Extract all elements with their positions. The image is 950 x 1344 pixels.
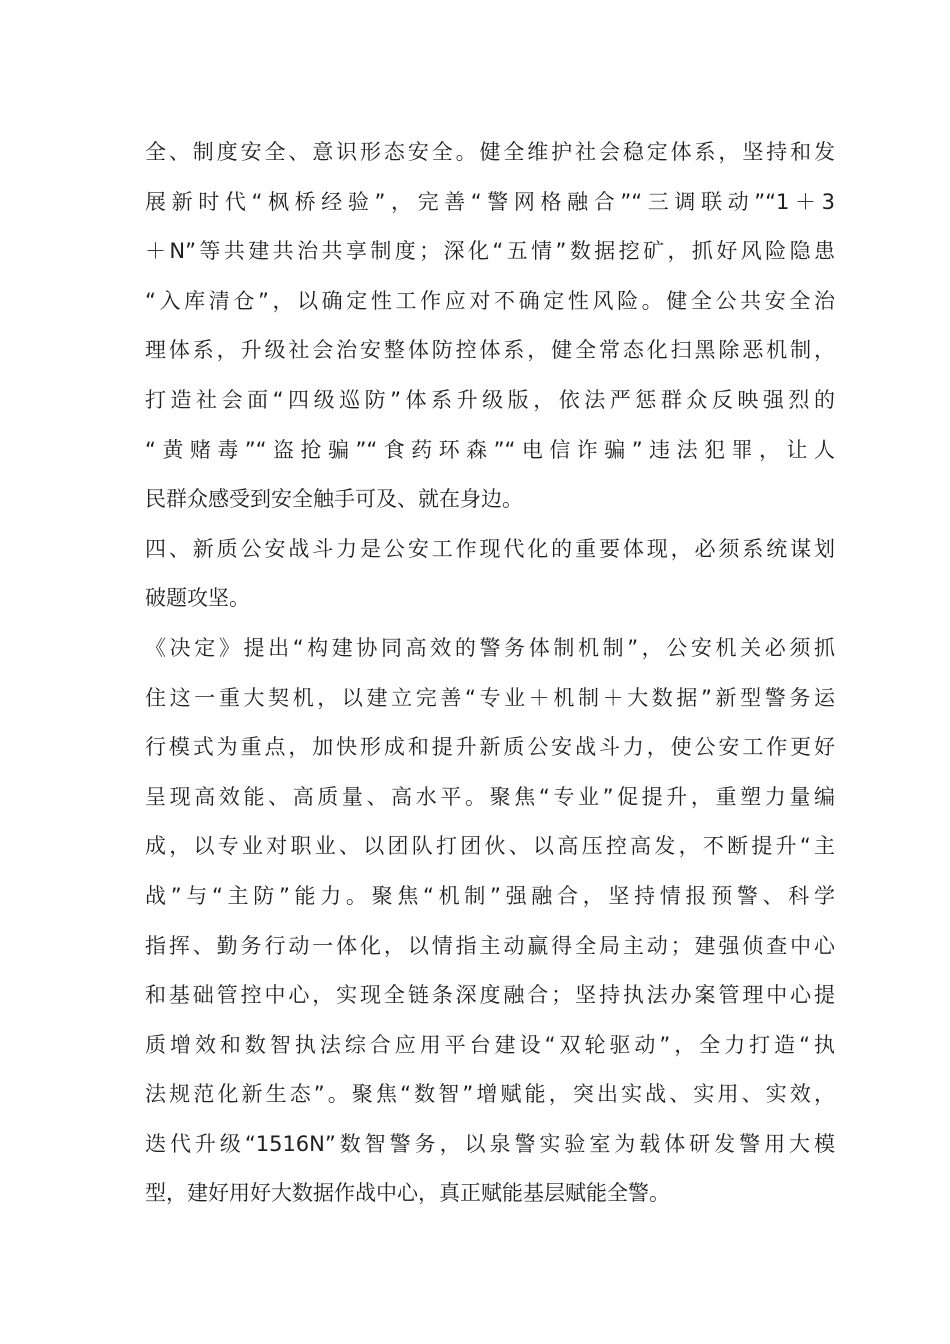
text-line: “入库清仓”，以确定性工作应对不确定性风险。健全公共安全治 [145,288,835,313]
text-line: 民群众感受到安全触手可及、就在身边。 [145,487,523,512]
text-line: ＋N”等共建共治共享制度；深化“五情”数据挖矿，抓好风险隐患 [145,239,835,264]
text-line: 住这一重大契机，以建立完善“专业＋机制＋大数据”新型警务运 [145,685,835,710]
text-line: 法规范化新生态”。聚焦“数智”增赋能，突出实战、实用、实效， [145,1082,835,1107]
text-line: 展新时代“枫桥经验”，完善“警网格融合”“三调联动”“1＋3 [145,189,835,214]
paragraph-police-mechanism [145,624,835,1219]
text-line: 型，建好用好大数据作战中心，真正赋能基层赋能全警。 [145,1181,670,1206]
heading-line: 四、新质公安战斗力是公安工作现代化的重要体现，必须系统谋划 [145,536,835,561]
text-line: 全、制度安全、意识形态安全。健全维护社会稳定体系，坚持和发 [145,140,835,164]
text-line: 迭代升级“1516N”数智警务，以泉警实验室为载体研发警用大模 [145,1131,835,1156]
text-line: 和基础管控中心，实现全链条深度融合；坚持执法办案管理中心提 [145,983,835,1008]
text-line: 《决定》提出“构建协同高效的警务体制机制”，公安机关必须抓 [145,635,835,660]
section-heading-four [145,525,835,624]
text-line: 行模式为重点，加快形成和提升新质公安战斗力，使公安工作更好 [145,735,835,760]
paragraph-social-stability [145,128,835,525]
document-body [145,128,835,1219]
text-line: 呈现高效能、高质量、高水平。聚焦“专业”促提升，重塑力量编 [145,784,835,809]
text-line: 指挥、勤务行动一体化，以情指主动赢得全局主动；建强侦查中心 [145,933,835,958]
heading-line: 破题攻坚。 [145,586,250,611]
text-line: 打造社会面“四级巡防”体系升级版，依法严惩群众反映强烈的 [145,387,835,412]
text-line: 成，以专业对职业、以团队打团伙、以高压控高发，不断提升“主 [145,834,835,859]
text-line: 战”与“主防”能力。聚焦“机制”强融合，坚持情报预警、科学 [145,883,835,908]
text-line: 质增效和数智执法综合应用平台建设“双轮驱动”，全力打造“执 [145,1032,835,1057]
text-line: “黄赌毒”“盗抢骗”“食药环森”“电信诈骗”违法犯罪，让人 [145,437,835,462]
text-line: 理体系，升级社会治安整体防控体系，健全常态化扫黑除恶机制， [145,338,835,363]
